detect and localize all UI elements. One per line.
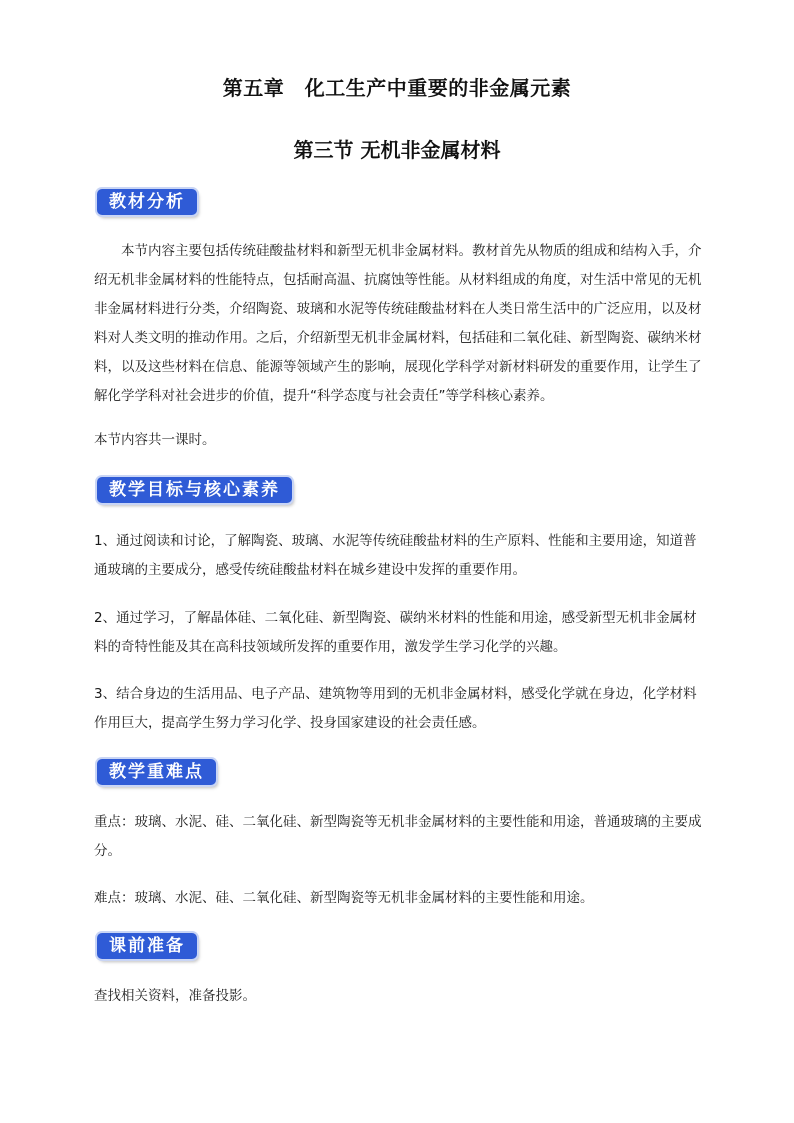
objective-item-1: 1、通过阅读和讨论，了解陶瓷、玻璃、水泥等传统硅酸盐材料的生产原料、性能和主要用途，知道普通玻璃的主要成分，感受传统硅酸盐材料在城乡建设中发挥的重要作用。 bbox=[94, 533, 697, 578]
lesson-count-paragraph: 本节内容共一课时。 bbox=[94, 432, 216, 448]
section-title: 第三节 无机非金属材料 bbox=[293, 138, 501, 162]
section-heading-preparation: 课前准备 bbox=[97, 933, 197, 959]
textbook-analysis-paragraph: 本节内容主要包括传统硅酸盐材料和新型无机非金属材料。教材首先从物质的组成和结构入手，介绍无机非金属材料的性能特点，包括耐高温、抗腐蚀等性能。从材料组成的角度，对生活中常见的无机非金属材料进行分类，介绍陶瓷、玻璃和水泥等传统硅酸盐材料在人类日常生活中的广泛应用，以及材料对人类文明的推动作用。之后，介绍新型无机非金属材料，包括硅和二氧化硅、新型陶瓷、碳纳米材料，以及这些材料在信息、能源等领域产生的影响，展现化学科学对新材料研发的重要作用，让学生了解化学学科对社会进步的价值，提升“科学态度与社会责任”等学科核心素养。 bbox=[94, 243, 702, 404]
chapter-title: 第五章 化工生产中重要的非金属元素 bbox=[222, 76, 572, 100]
section-heading-key-points: 教学重难点 bbox=[97, 759, 216, 785]
objective-item-2: 2、通过学习，了解晶体硅、二氧化硅、新型陶瓷、碳纳米材料的性能和用途，感受新型无机非金属材料的奇特性能及其在高科技领域所发挥的重要作用，激发学生学习化学的兴趣。 bbox=[94, 610, 697, 655]
section-heading-textbook-analysis: 教材分析 bbox=[97, 189, 197, 215]
preparation-paragraph: 查找相关资料，准备投影。 bbox=[94, 988, 256, 1004]
difficulty-paragraph: 难点：玻璃、水泥、硅、二氧化硅、新型陶瓷等无机非金属材料的主要性能和用途。 bbox=[94, 890, 594, 906]
objective-item-3: 3、结合身边的生活用品、电子产品、建筑物等用到的无机非金属材料，感受化学就在身边，化学材料作用巨大，提高学生努力学习化学、投身国家建设的社会责任感。 bbox=[94, 686, 697, 731]
key-point-paragraph: 重点：玻璃、水泥、硅、二氧化硅、新型陶瓷等无机非金属材料的主要性能和用途，普通玻璃的主要成分。 bbox=[94, 814, 702, 859]
section-heading-objectives: 教学目标与核心素养 bbox=[97, 477, 292, 503]
